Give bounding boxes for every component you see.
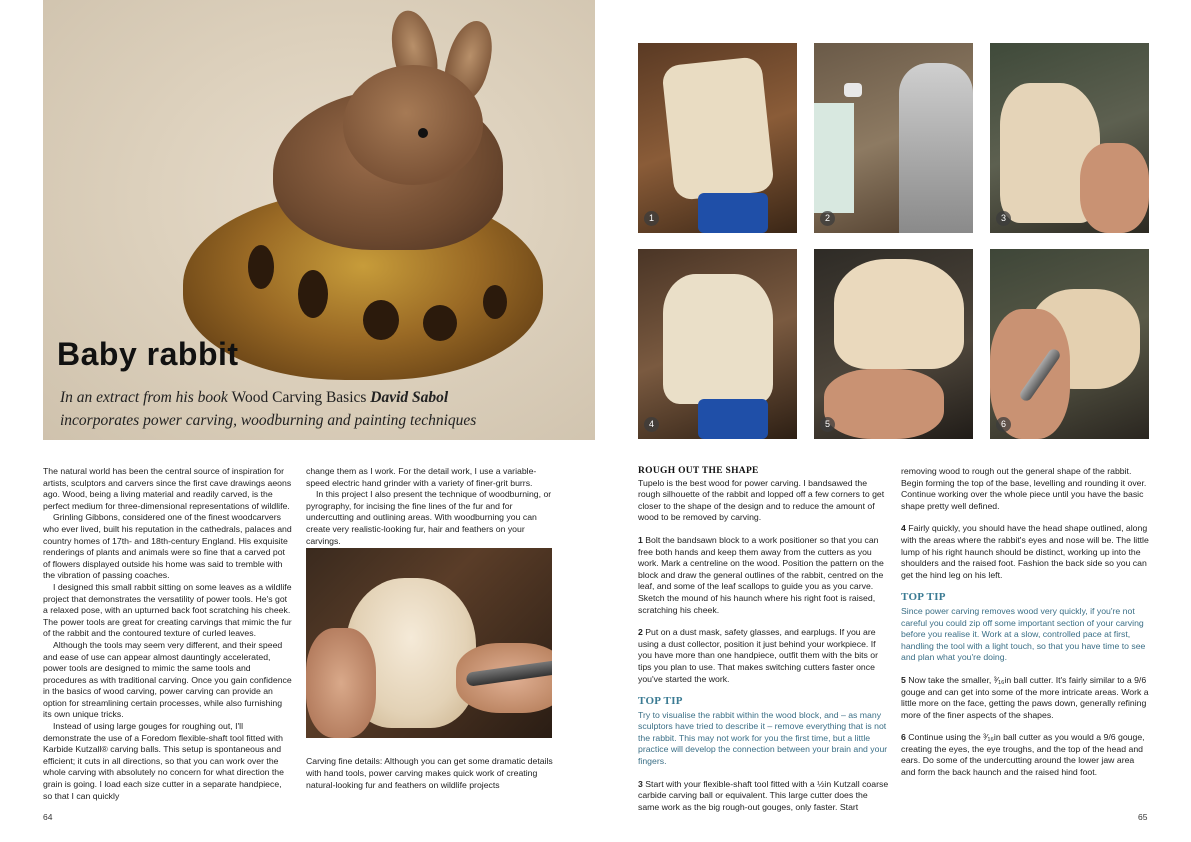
step-photo-4	[638, 249, 797, 439]
paragraph: removing wood to rough out the general shape of the rabbit. Begin forming the top of the base, levelling and rounding it over. Continue working over the whole piece until you have the basic shape pretty well defined.	[901, 466, 1147, 511]
step-photo-5	[814, 249, 973, 439]
page-number-left: 64	[43, 812, 53, 822]
page-number-right: 65	[1138, 812, 1148, 822]
top-tip-text: Since power carving removes wood very quickly, if you're not careful you could zip off some important section of your carving before you realise it. Work at a slow, controlled pace at first, handling the tool with a light touch, so that you have time to see and plan what you're doing.	[901, 605, 1146, 663]
step-photo-6	[990, 249, 1149, 439]
deck-text-line2: incorporates power carving, woodburning and painting techniques	[60, 412, 477, 429]
photo-number-badge: 6	[996, 417, 1011, 432]
rabbit-head	[343, 65, 483, 185]
leaf-hole	[483, 285, 507, 319]
paragraph: Instead of using large gouges for roughing out, I'll demonstrate the use of a Foredom flexible-shaft tool fitted with Karbide Kutzall® carving balls. This setup is spontaneous and efficient; it cuts in all directions, so that you can work over the whole carving with absolutely no concern for what direction the grain is going. I load each size cutter in a separate handpiece, so that I can quickly	[43, 721, 284, 801]
dust-collector	[814, 103, 854, 213]
hero-photo-carved-rabbit	[43, 0, 595, 440]
step-text: Start with your flexible-shaft tool fitted with a ½in Kutzall coarse carbide carving ball or equivalent. This large cutter does the same work as the big rough-out gouges, only faster. Start	[638, 778, 889, 812]
step-text: Continue using the ³⁄₁₆in ball cutter as you would a 9/6 gouge, creating the eyes, the eye troughs, and the top of the head and ears. Do some of the undercutting around the lower jaw area and form the back haunch and the raised hind foot.	[901, 732, 1145, 778]
deck-author: David Sabol	[370, 389, 449, 406]
top-tip-heading: TOP TIP	[901, 591, 946, 604]
step-number: 4	[901, 523, 906, 534]
step-photo-2	[814, 43, 973, 233]
photo-number-badge: 1	[644, 211, 659, 226]
leaf-hole	[363, 300, 399, 340]
body-column-3	[638, 466, 890, 824]
photo-number-badge: 3	[996, 211, 1011, 226]
paragraph: The natural world has been the central source of inspiration for artists, sculptors and carvers since the first cave drawings aeons ago. Wood, being a living material and readily carved, is the perfect medium for three-dimensional representations of wildlife.	[43, 466, 292, 511]
paragraph: change them as I work. For the detail work, I use a variable-speed electric hand grinder with a variety of finer-grit burrs.	[306, 466, 537, 488]
step-number: 2	[638, 627, 643, 638]
section-heading: ROUGH OUT THE SHAPE	[638, 466, 759, 476]
step-number: 3	[638, 778, 643, 789]
article-title: Baby rabbit	[57, 336, 239, 372]
hand	[1080, 143, 1149, 233]
paragraph: Although the tools may seem very different, and their speed and ease of use can appear almost dauntingly accelerated, power tools are designed to mimic the same tools and procedures as with traditional carving. Once you gain confidence in the basics of wood carving, power carving can provide an option for streamlining certain processes, while also furnishing its own unique tricks.	[43, 639, 292, 720]
photo-number-badge: 5	[820, 417, 835, 432]
carver	[899, 63, 973, 233]
carving-roughout	[663, 274, 773, 404]
work-positioner	[698, 193, 768, 233]
hand	[306, 628, 376, 738]
rabbit-eye	[418, 128, 428, 138]
step-text: Put on a dust mask, safety glasses, and earplugs. If you are using a dust collector, position it just behind your workpiece. If you have more than one handpiece, outfit them with the bits or tips you plan to use. That makes switching cutters faster once you've started the work.	[638, 627, 879, 684]
step-number: 5	[901, 674, 906, 685]
top-tip-heading: TOP TIP	[638, 695, 683, 708]
body-column-2	[306, 466, 556, 547]
body-column-4	[901, 466, 1149, 790]
deck-text: In an extract from his book	[60, 389, 232, 406]
leaf-hole	[298, 270, 328, 318]
paragraph: Tupelo is the best wood for power carving. I bandsawed the rough silhouette of the rabbit and lopped off a few corners to get closer to the shape of the design and to reduce the amount of wood to be removed by carving.	[638, 477, 885, 523]
step-photo-1	[638, 43, 797, 233]
inset-caption: Carving fine details: Although you can get some dramatic details with hand tools, power carving makes quick work of creating natural-looking fur and feathers on wildlife projects	[306, 756, 553, 790]
hand	[824, 369, 944, 439]
wood-block	[661, 56, 775, 201]
deck-book-title: Wood Carving Basics	[231, 389, 367, 406]
step-text: Now take the smaller, ³⁄₁₆in ball cutter. It's fairly similar to a 9/6 gouge and can get into some of the more intricate areas. Work a little more on the face, getting the paws down, generally refining more of the finer aspects of the shapes.	[901, 674, 1149, 720]
step-text: Bolt the bandsawn block to a work positioner so that you can free both hands and keep them away from the cutters as you work. Mark a centreline on the wood. Position the pattern on the block and draw the general outlines of the rabbit, centred on the leaf, and some of the leaf scallops to guide you as you carve. Sketch the mound of his haunch where his right foot is raised, scratching his cheek.	[638, 534, 884, 615]
body-column-1	[43, 466, 293, 802]
work-positioner	[698, 399, 768, 439]
leaf-hole	[423, 305, 457, 341]
leaf-hole	[248, 245, 274, 289]
step-photo-3	[990, 43, 1149, 233]
inset-photo-carving-detail	[306, 548, 552, 738]
photo-number-badge: 4	[644, 417, 659, 432]
photo-number-badge: 2	[820, 211, 835, 226]
paragraph: I designed this small rabbit sitting on some leaves as a wildlife project that demonstrates the versatility of power tools. He's got a relaxed pose, with an upturned back foot scratching his cheek. The power tools are great for creating carvings that mimic the fur of the rabbit and the contoured texture of curled leaves.	[43, 581, 292, 639]
top-tip-text: Try to visualise the rabbit within the wood block, and – as many sculptors have tried to describe it – remove everything that is not the rabbit. This may not work for you the first time, but a little practice will develop the connection between your brain and your fingers.	[638, 709, 888, 767]
paragraph: In this project I also present the technique of woodburning, or pyrography, for incising the fine lines of the fur and for undercutting and outlining areas. With woodburning you can create very realistic-looking fur, hair and feathers on your carvings.	[306, 489, 552, 546]
paragraph: Grinling Gibbons, considered one of the finest woodcarvers who ever lived, built his reputation in the cathedrals, palaces and country homes of 17th- and 18th-century England. His exquisite renderings of plants and animals were so fine that a carved pot of flowers displayed outside his home was said to tremble with the vibration of passing coaches.	[43, 512, 292, 581]
step-text: Fairly quickly, you should have the head shape outlined, along with the areas where the rabbit's eyes and nose will be. The little lump of his right haunch should be distinct, working up into the shoulders and the raised foot. Fashion the back side so you can get the hind leg on his left.	[901, 523, 1149, 580]
carving-roughout	[834, 259, 964, 369]
article-deck	[60, 386, 530, 432]
step-number: 6	[901, 732, 906, 743]
step-number: 1	[638, 534, 643, 545]
lamp	[844, 83, 862, 97]
